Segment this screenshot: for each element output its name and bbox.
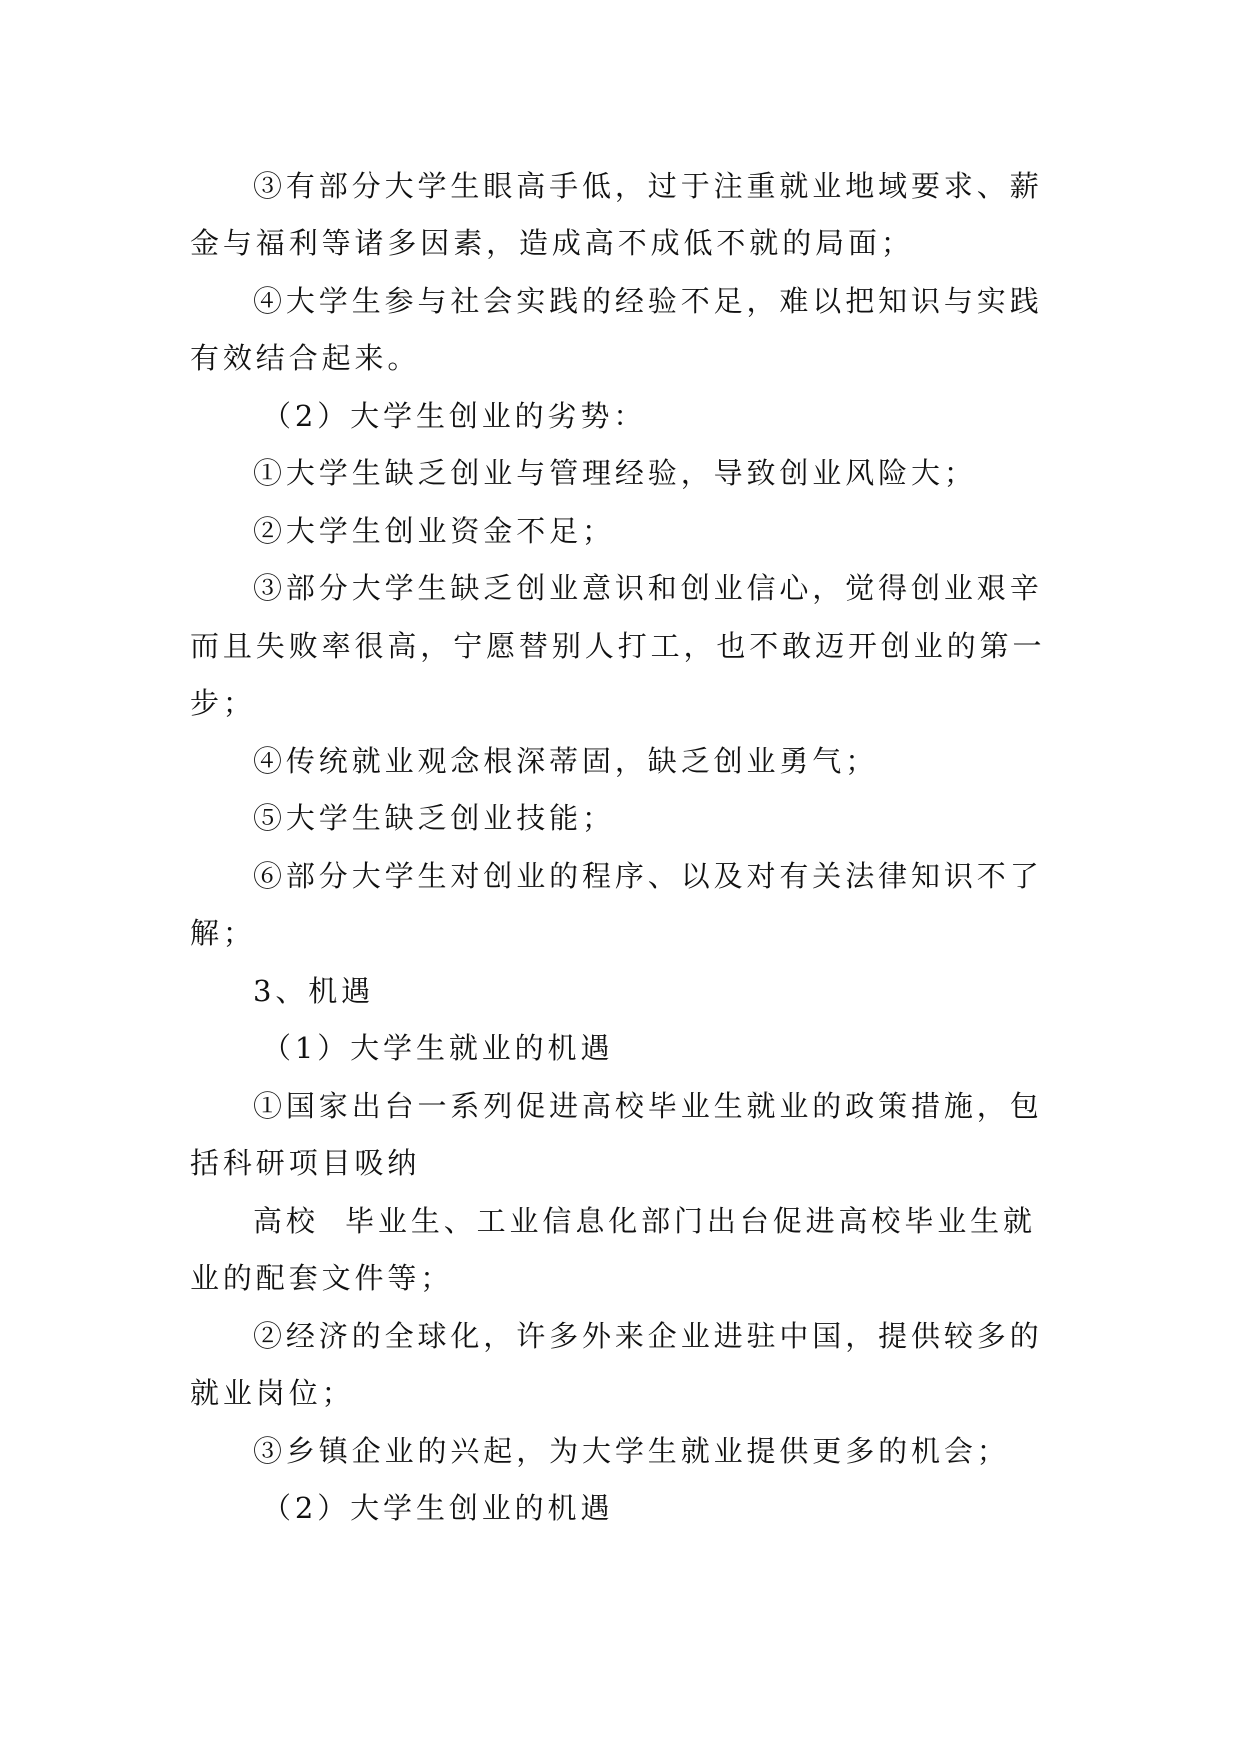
- paragraph-line: 解；: [190, 916, 256, 950]
- paragraph-line: 就业岗位；: [190, 1376, 355, 1410]
- paragraph-line: 高校 毕业生、工业信息化部门出台促进高校毕业生就: [253, 1204, 1036, 1238]
- paragraph-line: 括科研项目吸纳: [190, 1146, 421, 1180]
- paragraph-line: 而且失败率很高，宁愿替别人打工，也不敢迈开创业的第一: [190, 629, 1046, 663]
- paragraph-line: 金与福利等诸多因素，造成高不成低不就的局面；: [190, 226, 914, 260]
- list-item: ③乡镇企业的兴起，为大学生就业提供更多的机会；: [253, 1434, 1010, 1468]
- paragraph-line: ①国家出台一系列促进高校毕业生就业的政策措施，包: [253, 1089, 1043, 1123]
- paragraph-line: 有效结合起来。: [190, 341, 421, 375]
- list-item: ②大学生创业资金不足；: [253, 514, 615, 548]
- paragraph-line: 业的配套文件等；: [190, 1261, 454, 1295]
- subheading: （2）大学生创业的劣势：: [262, 399, 647, 433]
- paragraph-line: ③部分大学生缺乏创业意识和创业信心，觉得创业艰辛: [253, 571, 1043, 605]
- list-item: ④传统就业观念根深蒂固，缺乏创业勇气；: [253, 744, 879, 778]
- section-heading: 3、机遇: [253, 974, 375, 1008]
- paragraph-line: ③有部分大学生眼高手低，过于注重就业地域要求、薪: [253, 169, 1043, 203]
- paragraph-line: ②经济的全球化，许多外来企业进驻中国，提供较多的: [253, 1319, 1043, 1353]
- subheading: （1）大学生就业的机遇: [262, 1031, 614, 1065]
- paragraph-line: ④大学生参与社会实践的经验不足，难以把知识与实践: [253, 284, 1043, 318]
- paragraph-line: 步；: [190, 686, 256, 720]
- list-item: ⑤大学生缺乏创业技能；: [253, 801, 615, 835]
- paragraph-line: ⑥部分大学生对创业的程序、以及对有关法律知识不了: [253, 859, 1043, 893]
- subheading: （2）大学生创业的机遇: [262, 1491, 614, 1525]
- list-item: ①大学生缺乏创业与管理经验，导致创业风险大；: [253, 456, 977, 490]
